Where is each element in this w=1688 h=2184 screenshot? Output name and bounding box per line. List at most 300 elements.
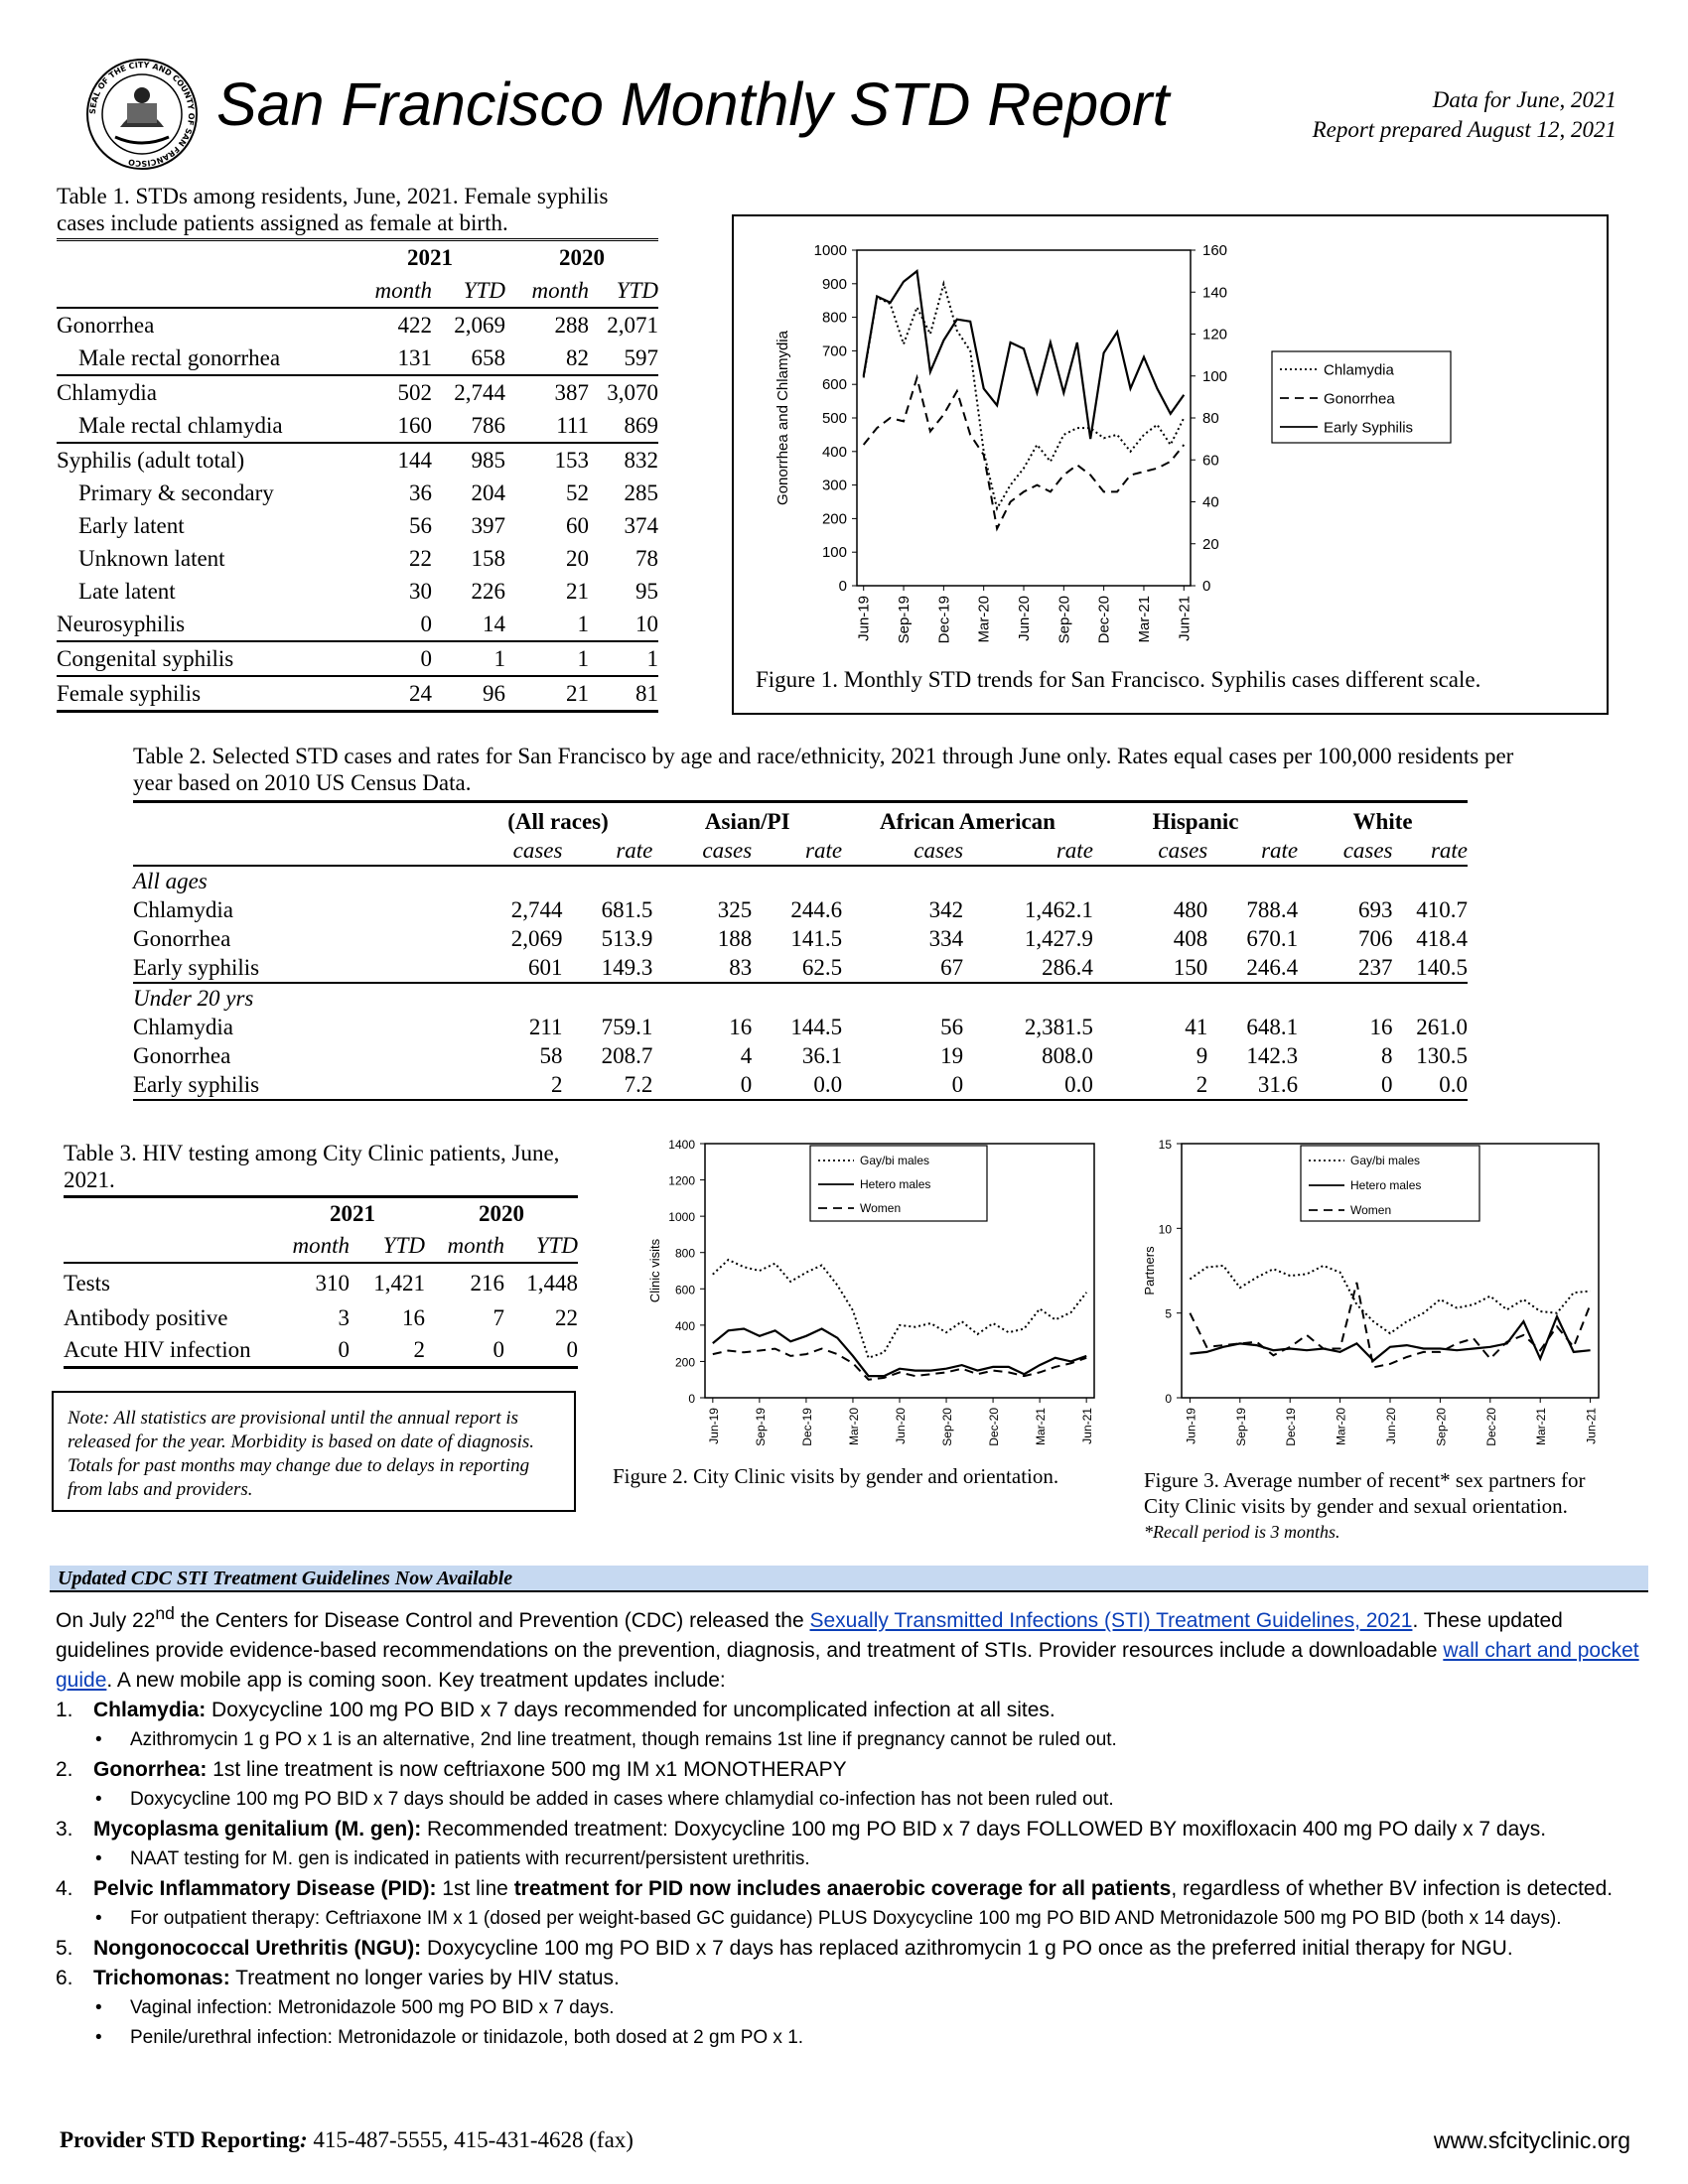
cell-value: 681.5 xyxy=(601,896,653,922)
t2-group: Hispanic xyxy=(1152,808,1239,834)
cell-value: 0.0 xyxy=(1439,1071,1468,1097)
figure2-caption: Figure 2. City Clinic visits by gender and orientation. xyxy=(613,1464,1059,1488)
row-label: Syphilis (adult total) xyxy=(57,447,245,473)
cell-value: 7.2 xyxy=(624,1071,653,1097)
cell-value: 10 xyxy=(635,611,658,636)
x-tick-label: Mar-21 xyxy=(1135,596,1153,643)
cell-value: 286.4 xyxy=(1042,954,1093,980)
data-for-date: Data for June, 2021 xyxy=(1432,87,1617,112)
y-tick-label: 400 xyxy=(821,443,847,461)
table-row xyxy=(57,509,658,542)
cell-value: 0.0 xyxy=(813,1071,843,1097)
cell-value: 56 xyxy=(409,512,432,538)
t1-subhead: month xyxy=(531,277,589,303)
provisional-note: Note: All statistics are provisional until the annual report is released for the year. Morbidity is based on date of diagnosis. Totals for past months may change due to delays in reporting from labs and providers. xyxy=(52,1391,576,1512)
cell-value: 21 xyxy=(566,680,589,706)
cell-value: 78 xyxy=(635,545,658,571)
t2-subhead: cases xyxy=(702,837,753,863)
cell-value: 31.6 xyxy=(1257,1071,1299,1097)
item-text: 1st line xyxy=(436,1877,514,1900)
cell-value: 648.1 xyxy=(1246,1014,1299,1039)
item-title: Pelvic Inflammatory Disease (PID): xyxy=(93,1877,437,1900)
svg-text:SEAL OF THE CITY AND COUNTY OF: SEAL OF THE CITY AND COUNTY OF SAN FRANCISCO xyxy=(87,60,197,169)
bullet-dot: • xyxy=(95,1789,102,1810)
x-tick-label: Mar-20 xyxy=(1334,1408,1348,1446)
y-tick-label: 1200 xyxy=(668,1173,695,1188)
row-label: Acute HIV infection xyxy=(64,1337,251,1362)
cell-value: 0 xyxy=(420,611,432,636)
table-row xyxy=(57,308,658,341)
cell-value: 67 xyxy=(940,954,964,980)
cell-value: 0.0 xyxy=(1064,1071,1093,1097)
table1 xyxy=(57,238,658,713)
table-row xyxy=(57,409,658,443)
section-row xyxy=(133,866,1468,895)
table2-caption: Table 2. Selected STD cases and rates for San Francisco by age and race/ethnicity, 2021 through June only. Rates equal cases per 100,000 residents per year based on 2010 US Census Data. xyxy=(133,744,1514,795)
cell-value: 0 xyxy=(492,1337,504,1362)
cell-value: 670.1 xyxy=(1246,925,1299,951)
cell-value: 387 xyxy=(554,379,589,405)
x-tick-label: Jun-21 xyxy=(1584,1408,1599,1444)
legend-label: Hetero males xyxy=(860,1177,931,1192)
y-tick-label: 10 xyxy=(1158,1222,1172,1237)
report-dates xyxy=(1313,85,1617,145)
y-tick-label: 1000 xyxy=(668,1210,695,1225)
t1-subhead: YTD xyxy=(463,277,505,303)
cell-value: 30 xyxy=(409,578,432,604)
y-tick-label: 5 xyxy=(1165,1306,1172,1321)
cell-value: 0 xyxy=(420,645,432,671)
y-axis-label: Partners xyxy=(1142,1246,1157,1296)
cell-value: 418.4 xyxy=(1416,925,1468,951)
series-line-hetero-males xyxy=(1190,1316,1590,1360)
guidelines-list xyxy=(56,1696,1644,2053)
t3-year-2020: 2020 xyxy=(479,1201,524,1226)
table-row xyxy=(64,1302,578,1334)
cell-value: 237 xyxy=(1358,954,1393,980)
y-axis-label: Clinic visits xyxy=(647,1238,662,1303)
cell-value: 3 xyxy=(338,1305,350,1330)
y-tick-label: 800 xyxy=(674,1246,695,1261)
cell-value: 422 xyxy=(397,312,432,338)
row-label: Male rectal chlamydia xyxy=(78,412,283,438)
section-row xyxy=(133,983,1468,1013)
t2-subhead: cases xyxy=(512,837,563,863)
cell-value: 82 xyxy=(566,344,589,370)
cell-value: 1,427.9 xyxy=(1024,925,1093,951)
series-line-early-syphilis xyxy=(864,271,1185,439)
cell-value: 410.7 xyxy=(1416,896,1468,922)
cell-value: 374 xyxy=(624,512,658,538)
cell-value: 21 xyxy=(566,578,589,604)
x-tick-label: Jun-19 xyxy=(706,1408,721,1444)
cell-value: 1 xyxy=(493,645,505,671)
legend-label: Women xyxy=(860,1201,902,1216)
cell-value: 759.1 xyxy=(601,1014,653,1039)
table-row xyxy=(133,895,1468,924)
y2-tick-label: 60 xyxy=(1202,452,1219,470)
cell-value: 7 xyxy=(492,1305,504,1330)
cell-value: 14 xyxy=(483,611,505,636)
row-label: Neurosyphilis xyxy=(57,611,186,636)
series-line-women xyxy=(713,1349,1086,1380)
section-label: Under 20 yrs xyxy=(133,985,254,1011)
cell-value: 36 xyxy=(409,479,432,505)
cell-value: 985 xyxy=(471,447,505,473)
cell-value: 111 xyxy=(556,412,589,438)
row-label: Primary & secondary xyxy=(78,479,274,505)
item-text: Treatment no longer varies by HIV status. xyxy=(229,1967,620,1989)
item-title: Nongonococcal Urethritis (NGU): xyxy=(93,1937,422,1960)
cell-value: 41 xyxy=(1185,1014,1208,1039)
table3 xyxy=(64,1195,578,1369)
cell-value: 2,381.5 xyxy=(1024,1014,1093,1039)
bullet-text: Vaginal infection: Metronidazole 500 mg PO BID x 7 days. xyxy=(130,1997,615,2018)
cell-value: 216 xyxy=(470,1270,504,1296)
y-tick-label: 300 xyxy=(821,477,847,494)
cell-value: 285 xyxy=(624,479,658,505)
cell-value: 20 xyxy=(566,545,589,571)
row-label: Unknown latent xyxy=(78,545,225,571)
y-tick-label: 200 xyxy=(674,1355,695,1370)
x-tick-label: Dec-19 xyxy=(1284,1408,1299,1446)
figure2-chart xyxy=(635,1124,1112,1461)
item-text-bold: treatment for PID now includes anaerobic coverage for all patients xyxy=(513,1877,1172,1900)
legend xyxy=(810,1146,987,1221)
x-tick-label: Jun-20 xyxy=(894,1408,908,1444)
table-row xyxy=(57,676,658,712)
cell-value: 601 xyxy=(527,954,563,980)
series-line-gay-bi-males xyxy=(713,1260,1086,1358)
cell-value: 208.7 xyxy=(601,1042,653,1068)
x-tick-label: Sep-19 xyxy=(896,596,914,644)
series-line-women xyxy=(1190,1283,1590,1367)
table-row xyxy=(133,1013,1468,1041)
x-tick-label: Dec-20 xyxy=(1483,1408,1498,1446)
cell-value: 62.5 xyxy=(801,954,843,980)
row-label: Tests xyxy=(64,1270,110,1296)
y-tick-label: 500 xyxy=(821,410,847,427)
cell-value: 16 xyxy=(1369,1014,1393,1039)
row-label: Gonorrhea xyxy=(133,1042,231,1068)
cell-value: 808.0 xyxy=(1042,1042,1093,1068)
cell-value: 226 xyxy=(471,578,505,604)
y2-tick-label: 140 xyxy=(1202,284,1228,302)
legend-label: Women xyxy=(1350,1203,1392,1218)
t2-subhead: rate xyxy=(1430,837,1468,863)
item-title: Chlamydia: xyxy=(93,1699,207,1721)
guideline-item xyxy=(56,1874,1644,1904)
cell-value: 513.9 xyxy=(601,925,653,951)
x-tick-label: Dec-19 xyxy=(935,596,953,644)
cell-value: 2 xyxy=(413,1337,425,1362)
t2-group: Asian/PI xyxy=(704,808,790,834)
cell-value: 211 xyxy=(528,1014,563,1039)
cell-value: 1,421 xyxy=(373,1270,425,1296)
row-label: Early syphilis xyxy=(133,954,260,980)
t3-subhead: YTD xyxy=(535,1233,578,1258)
cell-value: 334 xyxy=(928,925,964,951)
figure3-caption-block xyxy=(1144,1467,1620,1545)
bullet-text: Penile/urethral infection: Metronidazole or tinidazole, both dosed at 2 gm PO x 1. xyxy=(130,2027,804,2048)
y2-tick-label: 0 xyxy=(1202,578,1211,595)
cell-value: 658 xyxy=(471,344,505,370)
y-axis-label: Gonorrhea and Chlamydia xyxy=(774,331,791,505)
x-tick-label: Jun-19 xyxy=(855,596,873,641)
cell-value: 2 xyxy=(550,1071,563,1097)
cell-value: 188 xyxy=(717,925,753,951)
cell-value: 22 xyxy=(555,1305,578,1330)
cell-value: 2 xyxy=(1196,1071,1208,1097)
cell-value: 693 xyxy=(1358,896,1393,922)
cell-value: 160 xyxy=(397,412,432,438)
legend-label: Gay/bi males xyxy=(1350,1154,1421,1168)
item-text: Recommended treatment: Doxycycline 100 mg PO BID x 7 days FOLLOWED BY moxifloxacin 400 mg PO daily x 7 days. xyxy=(421,1818,1547,1841)
item-title: Gonorrhea: xyxy=(93,1758,208,1781)
row-label: Gonorrhea xyxy=(133,925,231,951)
cell-value: 786 xyxy=(471,412,505,438)
cell-value: 96 xyxy=(483,680,505,706)
cell-value: 130.5 xyxy=(1416,1042,1468,1068)
cell-value: 597 xyxy=(624,344,658,370)
cell-value: 1 xyxy=(577,611,589,636)
bullet-text: For outpatient therapy: Ceftriaxone IM x 1 (dosed per weight-based GC guidance) PLUS Doxycycline 100 mg PO BID AND Metronidazole 500 mg PO BID (both x 14 days). xyxy=(130,1908,1562,1929)
page-title: San Francisco Monthly STD Report xyxy=(216,70,1170,138)
t2-subhead: cases xyxy=(1342,837,1393,863)
cell-value: 144.5 xyxy=(790,1014,843,1039)
row-label: Male rectal gonorrhea xyxy=(78,344,281,370)
table-row xyxy=(57,542,658,575)
x-tick-label: Mar-21 xyxy=(1034,1408,1049,1446)
x-tick-label: Sep-20 xyxy=(940,1408,955,1446)
item-text: , regardless of whether BV infection is detected. xyxy=(1171,1877,1614,1900)
y2-tick-label: 80 xyxy=(1202,410,1219,427)
sti-guidelines-link[interactable]: Sexually Transmitted Infections (STI) Treatment Guidelines, 2021 xyxy=(809,1609,1413,1632)
cell-value: 36.1 xyxy=(801,1042,843,1068)
cell-value: 2,744 xyxy=(454,379,505,405)
cell-value: 1,462.1 xyxy=(1024,896,1093,922)
table-row xyxy=(133,924,1468,953)
x-tick-label: Mar-20 xyxy=(846,1408,861,1446)
y-tick-label: 800 xyxy=(821,309,847,327)
item-text: Doxycycline 100 mg PO BID x 7 days has replaced azithromycin 1 g PO once as the preferred initial therapy for NGU. xyxy=(421,1937,1513,1960)
t2-subhead: rate xyxy=(616,837,653,863)
footer-reporting: Provider STD Reporting: 415-487-5555, 415-431-4628 (fax) xyxy=(60,2127,633,2152)
y-tick-label: 900 xyxy=(821,275,847,293)
bullet-text: Doxycycline 100 mg PO BID x 7 days should be added in cases where chlamydial co-infection has not been ruled out. xyxy=(130,1789,1114,1810)
cell-value: 24 xyxy=(409,680,432,706)
cell-value: 480 xyxy=(1173,896,1208,922)
cell-value: 16 xyxy=(402,1305,425,1330)
row-label: Chlamydia xyxy=(133,896,233,922)
cell-value: 0 xyxy=(740,1071,753,1097)
table-row xyxy=(133,1041,1468,1070)
row-label: Chlamydia xyxy=(133,1014,233,1039)
table-row xyxy=(57,575,658,608)
row-label: Antibody positive xyxy=(64,1305,228,1330)
cell-value: 149.3 xyxy=(601,954,653,980)
t1-subhead: month xyxy=(374,277,432,303)
guideline-item xyxy=(56,1755,1644,1785)
cell-value: 2,069 xyxy=(510,925,563,951)
y2-tick-label: 40 xyxy=(1202,493,1219,511)
table-row xyxy=(57,608,658,641)
cell-value: 52 xyxy=(566,479,589,505)
bullet-text: Azithromycin 1 g PO x 1 is an alternative, 2nd line treatment, though remains 1st line if pregnancy cannot be ruled out. xyxy=(130,1729,1117,1750)
series-line-hetero-males xyxy=(713,1329,1086,1377)
section-label: All ages xyxy=(133,868,208,893)
item-number: 2. xyxy=(56,1758,73,1781)
cell-value: 131 xyxy=(397,344,432,370)
cell-value: 8 xyxy=(1381,1042,1393,1068)
t1-subhead: YTD xyxy=(616,277,658,303)
cell-value: 153 xyxy=(554,447,589,473)
cell-value: 58 xyxy=(539,1042,563,1068)
series-line-gay-bi-males xyxy=(1190,1266,1590,1333)
cell-value: 56 xyxy=(940,1014,964,1039)
guideline-item xyxy=(56,1934,1644,1964)
figure3-caption: Figure 3. Average number of recent* sex partners for City Clinic visits by gender and sexual orientation. xyxy=(1144,1468,1586,1518)
guideline-item xyxy=(56,1964,1644,1993)
cell-value: 788.4 xyxy=(1246,896,1299,922)
bullet-dot: • xyxy=(95,1997,102,2018)
y-tick-label: 700 xyxy=(821,342,847,360)
guideline-bullet xyxy=(56,1725,1644,1755)
y-tick-label: 0 xyxy=(688,1392,695,1406)
item-text: Doxycycline 100 mg PO BID x 7 days recommended for uncomplicated infection at all sites. xyxy=(206,1699,1055,1721)
table-row xyxy=(57,641,658,676)
figure3-footnote: *Recall period is 3 months. xyxy=(1144,1522,1340,1542)
figure1-frame xyxy=(732,214,1609,715)
cell-value: 261.0 xyxy=(1416,1014,1468,1039)
y2-tick-label: 20 xyxy=(1202,535,1219,553)
y-tick-label: 100 xyxy=(821,544,847,562)
guideline-bullet xyxy=(56,2023,1644,2053)
cell-value: 1,448 xyxy=(526,1270,578,1296)
cell-value: 60 xyxy=(566,512,589,538)
bullet-dot: • xyxy=(95,1848,102,1869)
x-tick-label: Jun-20 xyxy=(1016,596,1033,641)
y-tick-label: 600 xyxy=(674,1283,695,1297)
cell-value: 408 xyxy=(1173,925,1208,951)
x-tick-label: Sep-20 xyxy=(1055,596,1073,644)
y-tick-label: 1400 xyxy=(668,1138,695,1152)
item-number: 6. xyxy=(56,1967,73,1989)
t3-subhead: month xyxy=(292,1233,350,1258)
cell-value: 2,071 xyxy=(607,312,658,338)
row-label: Gonorrhea xyxy=(57,312,155,338)
x-tick-label: Jun-19 xyxy=(1184,1408,1198,1444)
table3-caption: Table 3. HIV testing among City Clinic patients, June, 2021. xyxy=(64,1141,560,1192)
row-label: Chlamydia xyxy=(57,379,157,405)
item-text: 1st line treatment is now ceftriaxone 500 mg IM x1 MONOTHERAPY xyxy=(207,1758,847,1781)
legend-label: Gonorrhea xyxy=(1324,390,1395,408)
row-label: Early latent xyxy=(78,512,185,538)
bullet-text: NAAT testing for M. gen is indicated in patients with recurrent/persistent urethritis. xyxy=(130,1848,810,1869)
cell-value: 502 xyxy=(397,379,432,405)
guideline-bullet xyxy=(56,1993,1644,2023)
table2 xyxy=(133,800,1468,1101)
x-tick-label: Mar-20 xyxy=(975,596,993,643)
y-tick-label: 1000 xyxy=(813,242,847,259)
cell-value: 22 xyxy=(409,545,432,571)
table-row xyxy=(57,477,658,509)
cell-value: 140.5 xyxy=(1416,954,1468,980)
table-row xyxy=(57,443,658,477)
table1-caption: Table 1. STDs among residents, June, 2021. Female syphilis cases include patients assigned as female at birth. xyxy=(57,184,609,235)
legend xyxy=(1272,351,1451,443)
x-tick-label: Sep-19 xyxy=(1233,1408,1248,1446)
cell-value: 150 xyxy=(1173,954,1208,980)
row-label: Congenital syphilis xyxy=(57,645,234,671)
t2-group: (All races) xyxy=(507,808,609,834)
cell-value: 1 xyxy=(646,645,658,671)
table-row xyxy=(57,341,658,375)
t3-year-2021: 2021 xyxy=(330,1201,375,1226)
footer-url: www.sfcityclinic.org xyxy=(1433,2127,1630,2153)
x-tick-label: Sep-19 xyxy=(753,1408,768,1446)
cell-value: 869 xyxy=(624,412,658,438)
cell-value: 9 xyxy=(1196,1042,1208,1068)
wall-chart-link[interactable]: wall chart and pocket guide xyxy=(56,1639,1639,1692)
y2-tick-label: 120 xyxy=(1202,326,1228,343)
t2-subhead: rate xyxy=(1055,837,1093,863)
legend-label: Early Syphilis xyxy=(1324,419,1414,437)
cell-value: 4 xyxy=(740,1042,753,1068)
cell-value: 288 xyxy=(554,312,589,338)
figure3-chart xyxy=(1142,1124,1618,1461)
cell-value: 244.6 xyxy=(790,896,843,922)
t2-group: White xyxy=(1352,808,1413,834)
t2-subhead: rate xyxy=(1261,837,1299,863)
cell-value: 16 xyxy=(729,1014,753,1039)
cell-value: 0 xyxy=(1381,1071,1393,1097)
t1-year-2020: 2020 xyxy=(505,240,658,275)
bullet-dot: • xyxy=(95,1908,102,1929)
figure1-chart xyxy=(734,216,1607,713)
cell-value: 83 xyxy=(729,954,753,980)
cell-value: 246.4 xyxy=(1246,954,1299,980)
x-tick-label: Mar-21 xyxy=(1534,1408,1549,1446)
x-tick-label: Jun-20 xyxy=(1384,1408,1398,1444)
table-row xyxy=(133,1070,1468,1100)
cell-value: 81 xyxy=(635,680,658,706)
row-label: Late latent xyxy=(78,578,176,604)
y2-tick-label: 160 xyxy=(1202,242,1228,259)
guidelines-heading: Updated CDC STI Treatment Guidelines Now Available xyxy=(50,1566,1648,1592)
guidelines-intro: On July 22nd the Centers for Disease Control and Prevention (CDC) released the Sexually Transmitted Infections (STI) Treatment Guidelines, 2021. These updated guidelines provide evidence-based recommendations on the prevention, diagnosis, and treatment of STIs. Provider resources include a downloadable wall chart and pocket guide. A new mobile app is coming soon. Key treatment updates include: xyxy=(56,1603,1639,1692)
item-number: 3. xyxy=(56,1818,73,1841)
guideline-item xyxy=(56,1815,1644,1844)
t3-subhead: month xyxy=(447,1233,504,1258)
x-tick-label: Dec-19 xyxy=(799,1408,814,1446)
cell-value: 3,070 xyxy=(607,379,658,405)
y-tick-label: 200 xyxy=(821,510,847,528)
cell-value: 204 xyxy=(471,479,505,505)
table-row xyxy=(64,1263,578,1302)
x-tick-label: Dec-20 xyxy=(1095,596,1113,644)
bullet-dot: • xyxy=(95,1729,102,1750)
prepared-date: Report prepared August 12, 2021 xyxy=(1312,117,1617,142)
t2-subhead: rate xyxy=(805,837,843,863)
row-label: Early syphilis xyxy=(133,1071,260,1097)
legend xyxy=(1301,1146,1479,1221)
cell-value: 144 xyxy=(397,447,432,473)
x-tick-label: Jun-21 xyxy=(1176,596,1194,641)
t2-subhead: cases xyxy=(914,837,964,863)
cell-value: 2,744 xyxy=(510,896,563,922)
guideline-bullet xyxy=(56,1785,1644,1815)
